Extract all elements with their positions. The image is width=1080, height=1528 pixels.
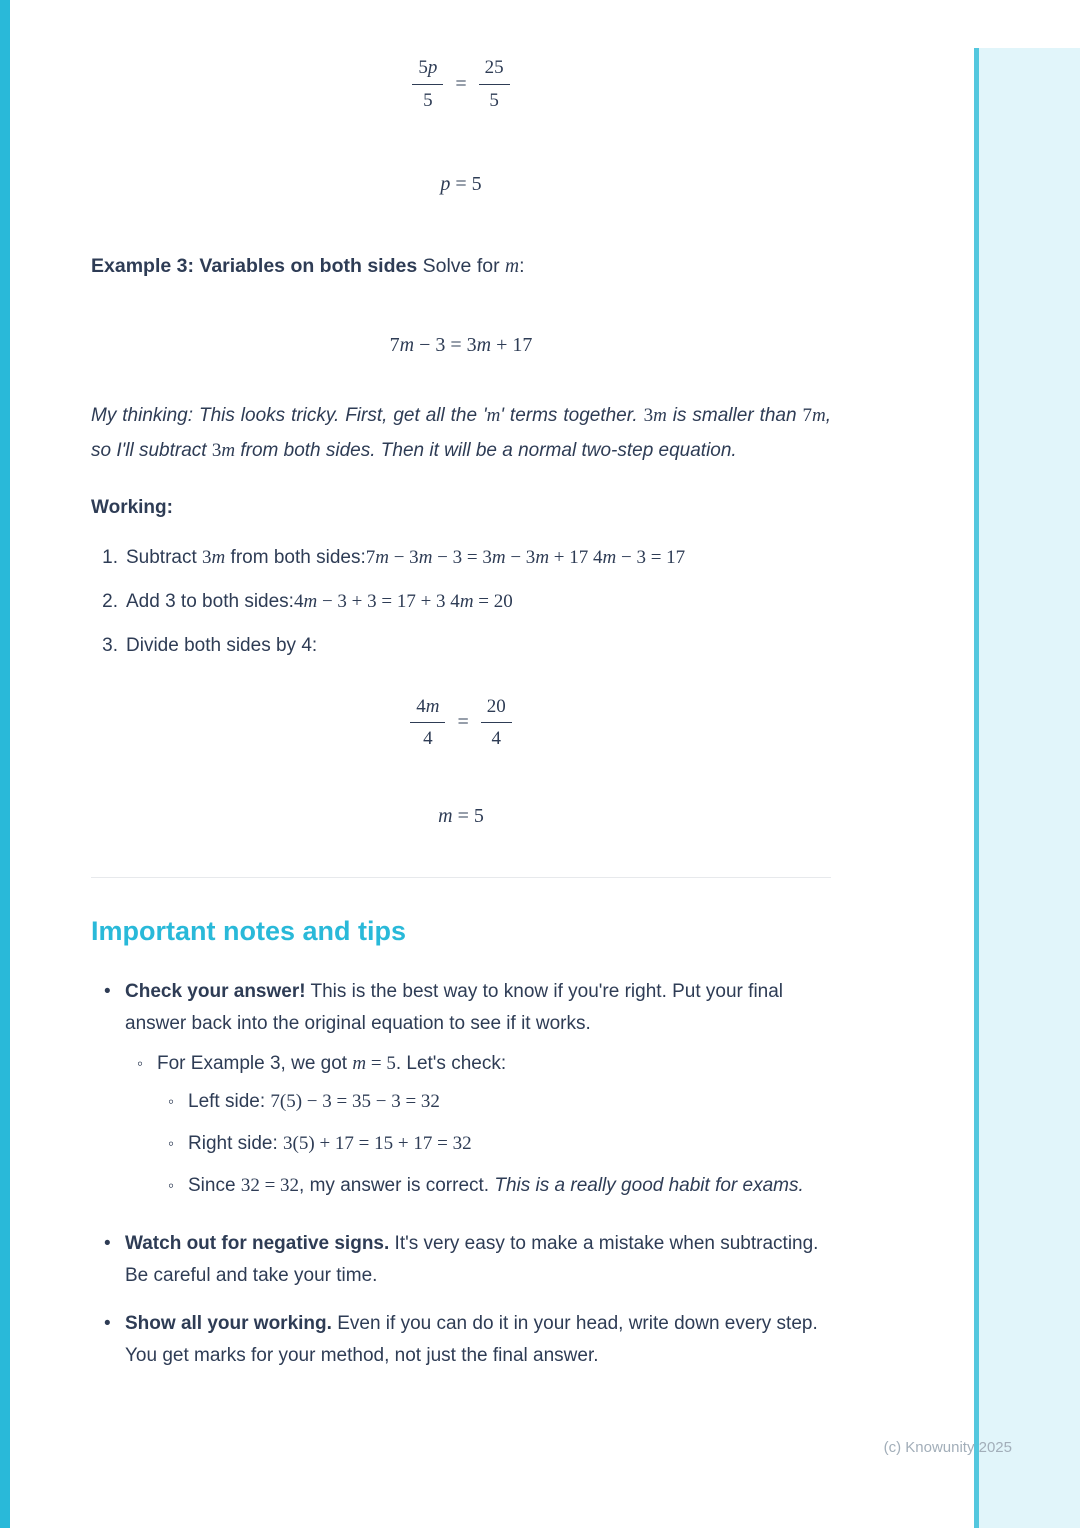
equals-sign: = <box>457 711 469 734</box>
step-1 <box>91 543 831 573</box>
fraction-equation-p <box>91 56 831 113</box>
fraction-denominator: 5 <box>423 89 433 111</box>
content-area <box>91 0 831 1388</box>
step-number: 2. <box>102 590 118 612</box>
bullet-disc-icon: • <box>104 1313 111 1334</box>
fraction-numerator: 4m <box>410 695 445 724</box>
bullet-circle-icon: ◦ <box>137 1054 144 1073</box>
bullet-text: Check your answer! This is the best way to know if you're right. Put your final answer back into the original equation to see if it works. <box>125 981 784 1034</box>
step-3 <box>91 631 831 661</box>
nested-list <box>125 1048 831 1212</box>
fraction-numerator: 5p <box>412 56 443 85</box>
section-divider <box>91 877 831 878</box>
fraction-right <box>481 695 512 752</box>
list-item <box>125 1048 831 1212</box>
nested-list <box>157 1086 831 1202</box>
notes-heading: Important notes and tips <box>91 916 407 946</box>
fraction-numerator: 20 <box>481 695 512 724</box>
step-2 <box>91 587 831 617</box>
bullet-text: Left side: 7(5) − 3 = 35 − 3 = 32 <box>188 1091 440 1112</box>
list-item <box>157 1170 831 1202</box>
bullet-text: Since 32 = 32, my answer is correct. This is a really good habit for exams. <box>188 1175 804 1196</box>
working-steps <box>91 543 831 661</box>
list-item <box>157 1128 831 1160</box>
example3-heading: Example 3: Variables on both sides Solve for m: <box>91 254 525 277</box>
example3-equation: 7m − 3 = 3m + 17 <box>389 333 533 356</box>
list-item-text <box>157 1048 831 1212</box>
list-item <box>157 1086 831 1118</box>
fraction-denominator: 4 <box>491 728 501 750</box>
bullet-circle-icon: ◦ <box>168 1134 175 1153</box>
step-number: 1. <box>102 546 118 568</box>
right-side-panel <box>974 48 1080 1528</box>
list-item-text <box>125 976 831 1212</box>
bullet-text: For Example 3, we got m = 5. Let's check: <box>157 1053 507 1074</box>
bullet-text: Show all your working. Even if you can do it in your head, write down every step. You get marks for your method, not just the final answer. <box>125 1313 818 1366</box>
result-m-equals-5: m = 5 <box>438 805 484 827</box>
step-text: Divide both sides by 4: <box>126 634 318 656</box>
fraction-left <box>410 695 445 752</box>
bullet-circle-icon: ◦ <box>168 1176 175 1195</box>
fraction-numerator: 25 <box>479 56 510 85</box>
working-label: Working: <box>91 496 173 518</box>
fraction-denominator: 5 <box>489 89 499 111</box>
fraction-equation-m <box>91 695 831 752</box>
equals-sign: = <box>455 72 467 95</box>
step-text: Add 3 to both sides:4m − 3 + 3 = 17 + 3 4m = 20 <box>126 590 513 612</box>
copyright-notice: (c) Knowunity 2025 <box>883 1439 1012 1456</box>
list-item <box>91 976 831 1212</box>
bullet-text: Watch out for negative signs. It's very easy to make a mistake when subtracting. Be careful and take your time. <box>125 1233 819 1286</box>
list-item <box>91 1228 831 1292</box>
left-accent-strip <box>0 0 10 1528</box>
bullet-disc-icon: • <box>104 981 111 1002</box>
fraction-right <box>479 56 510 113</box>
step-text: Subtract 3m from both sides:7m − 3m − 3 = 3m − 3m + 17 4m − 3 = 17 <box>126 546 686 568</box>
thinking-paragraph: My thinking: This looks tricky. First, get all the 'm' terms together. 3m is smaller than 7m, so I'll subtract 3m from both sides. Then it will be a normal two-step equation. <box>91 404 832 461</box>
notes-list <box>91 976 831 1372</box>
bullet-disc-icon: • <box>104 1233 111 1254</box>
step-number: 3. <box>102 634 118 656</box>
fraction-denominator: 4 <box>423 728 433 750</box>
list-item <box>91 1308 831 1372</box>
bullet-circle-icon: ◦ <box>168 1092 175 1111</box>
result-p-equals-5: p = 5 <box>440 172 482 195</box>
fraction-left <box>412 56 443 113</box>
bullet-text: Right side: 3(5) + 17 = 15 + 17 = 32 <box>188 1133 472 1154</box>
